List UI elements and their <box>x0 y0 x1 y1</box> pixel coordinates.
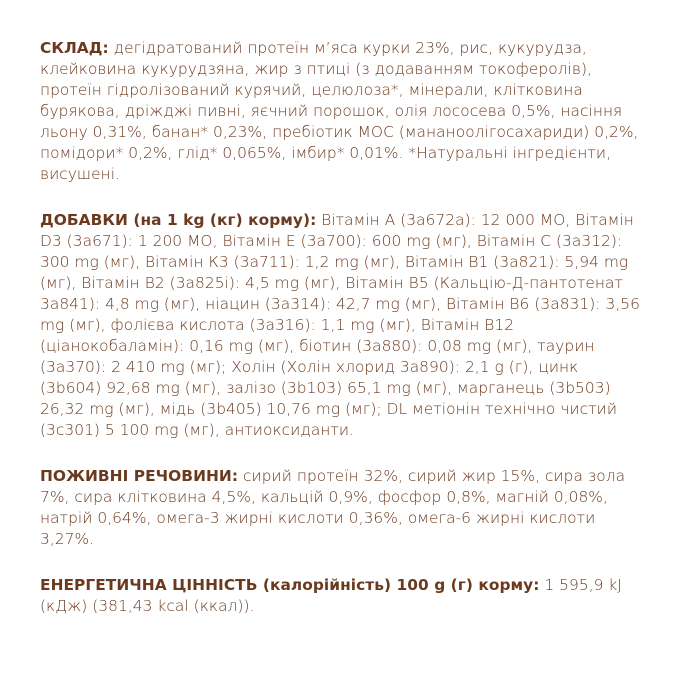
nutrients-heading: ПОЖИВНІ РЕЧОВИНИ: <box>40 467 239 485</box>
energy-text: 1 595,9 kJ (кДж) (381,43 kcal (ккал)). <box>40 576 622 615</box>
additives-section <box>40 210 644 441</box>
energy-heading: ЕНЕРГЕТИЧНА ЦІННІСТЬ (калорійність) 100 g (г) корму: <box>40 576 540 594</box>
composition-heading: СКЛАД: <box>40 39 109 57</box>
additives-text: Вітамін А (3a672a): 12 000 МО, Вітамін D3 (3a671): 1 200 МО, Вітамін Е (3a700): 600 mg (мг), Вітамін С (3a312): 300 mg (мг), Вітамін К3 (3a711): 1,2 mg (мг), Вітамін B1 (3a821): 5,94 mg (мг), Вітамін B2 (3a825i): 4,5 mg (мг), Вітамін B5 (Кальцію-Д-пантотенат 3a841): 4,8 mg (мг), ніацин (3a314): 42,7 mg (мг), Вітамін В6 (3a831): 3,56 mg (мг), фолієва кислота (3a316): 1,1 mg (мг), Вітамін В12 (ціанокобаламін): 0,16 mg (мг), біотин (3a880): 0,08 mg (мг), таурин (3a370): 2 410 mg (мг); Холін (Холін хлорид 3a890): 2,1 g (г), цинк (3b604) 92,68 mg (мг), залізо (3b103) 65,1 mg (мг), марганець (3b503) 26,32 mg (мг), мідь (3b405) 10,76 mg (мг); DL метіонін технічно чистий (3c301) 5 100 mg (мг), антиоксиданти. <box>40 211 640 439</box>
nutrients-section <box>40 466 644 550</box>
composition-section <box>40 38 644 185</box>
nutrients-text: сирий протеїн 32%, сирий жир 15%, сира зола 7%, сира клітковина 4,5%, кальцій 0,9%, фосфор 0,8%, магній 0,08%, натрій 0,64%, омега-3 жирні кислоти 0,36%, омега-6 жирні кислоти 3,27%. <box>40 467 626 548</box>
composition-text: дегідратований протеїн м’яса курки 23%, рис, кукурудза, клейковина кукурудзяна, жир з птиці (з додаванням токоферолів), протеїн гідролізований курячий, целюлоза*, мінерали, клітковина бурякова, дріжджі пивні, яєчний порошок, олія лососева 0,5%, насіння льону 0,31%, банан* 0,23%, пребіотик МОС (мананоолігосахариди) 0,2%, помідори* 0,2%, глід* 0,065%, імбир* 0,01%. *Натуральні інгредієнти, висушені. <box>40 39 639 183</box>
additives-heading: ДОБАВКИ (на 1 kg (кг) корму): <box>40 211 317 229</box>
product-label-text <box>40 38 644 617</box>
energy-section <box>40 575 644 617</box>
